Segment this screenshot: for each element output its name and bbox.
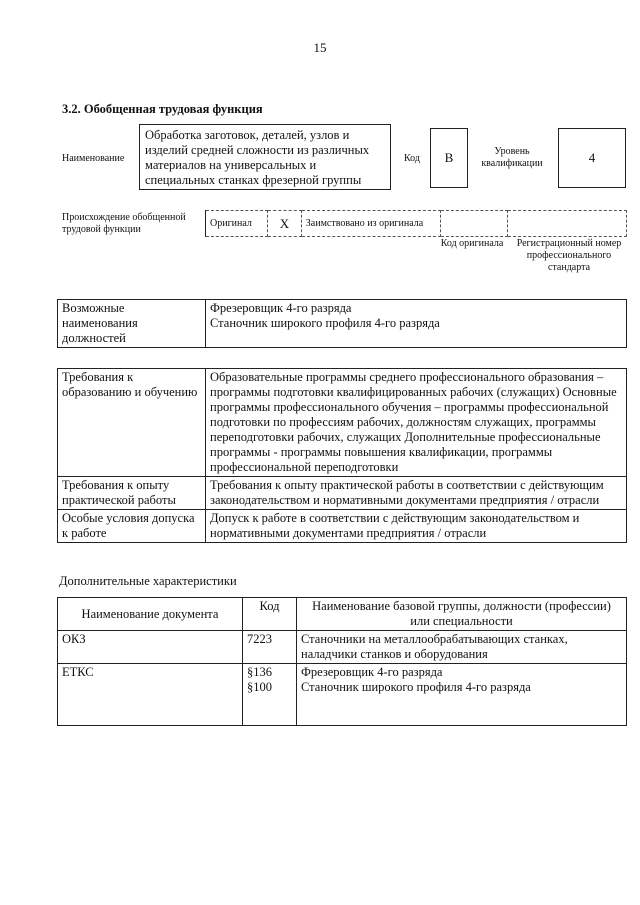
position-item: Станочник широкого профиля 4-го разряда [210, 316, 440, 330]
origin-table [205, 210, 627, 237]
code-original-cell [441, 211, 507, 237]
requirement-label: Особые условия допуска к работе [58, 510, 206, 543]
code-label: Код [404, 153, 420, 164]
reg-number-label: Регистрационный номер профессионального стандарта [516, 238, 622, 273]
col-name-header: Наименование базовой группы, должности (профессии) или специальности [297, 598, 627, 631]
table-row-code: §100 [247, 680, 272, 694]
reg-number-cell [507, 211, 626, 237]
additional-title: Дополнительные характеристики [59, 574, 237, 588]
col-code-header: Код [243, 598, 297, 631]
name-value: Обработка заготовок, деталей, узлов и изделий средней сложности из различных материалов на универсальных и специальных станках фрезерной группы [139, 124, 391, 190]
requirements-table [57, 368, 627, 543]
requirement-label: Требования к образованию и обучению [58, 369, 206, 477]
original-label: Оригинал [206, 211, 268, 237]
table-row-name: Станочник широкого профиля 4-го разряда [301, 680, 531, 694]
page-number: 15 [313, 40, 327, 55]
borrowed-label: Заимствовано из оригинала [301, 211, 441, 237]
additional-table [57, 597, 627, 726]
table-row-name: Фрезеровщик 4-го разряда [301, 665, 443, 679]
table-row-code: 7223 [247, 632, 272, 646]
requirement-value: Требования к опыту практической работы в соответствии с действующим законодательством и нормативными документами предприятия / отрасли [206, 477, 627, 510]
requirement-value: Образовательные программы среднего профессионального образования – программы подготовки квалифицированных рабочих (служащих) Основные программы профессионального обучения – программы профессиональной подготовки по профессиям рабочих, должностям служащих, программы переподготовки рабочих, служащих Дополнительные профессиональные программы - программы повышения квалификации, программы профессиональной переподготовки [206, 369, 627, 477]
name-label: Наименование [62, 153, 125, 164]
table-row-code: §136 [247, 665, 272, 679]
code-original-label: Код оригинала [440, 238, 504, 249]
section-title: 3.2. Обобщенная трудовая функция [62, 102, 263, 116]
requirement-value: Допуск к работе в соответствии с действующим законодательством и нормативными документами предприятия / отрасли [206, 510, 627, 543]
position-item: Фрезеровщик 4-го разряда [210, 301, 352, 315]
col-doc-header: Наименование документа [58, 598, 243, 631]
original-mark: X [268, 211, 302, 237]
code-value: B [430, 128, 468, 188]
positions-table [57, 299, 627, 348]
origin-label: Происхождение обобщенной трудовой функции [62, 212, 186, 235]
positions-label: Возможные наименования должностей [58, 300, 206, 348]
table-row-name: Станочники на металлообрабатывающих станках, наладчики станков и оборудования [301, 632, 568, 661]
table-row-doc: ОКЗ [58, 631, 243, 664]
level-value: 4 [558, 128, 626, 188]
level-label: Уровень квалификации [481, 146, 543, 169]
requirement-label: Требования к опыту практической работы [58, 477, 206, 510]
table-row-doc: ЕТКС [58, 664, 243, 726]
